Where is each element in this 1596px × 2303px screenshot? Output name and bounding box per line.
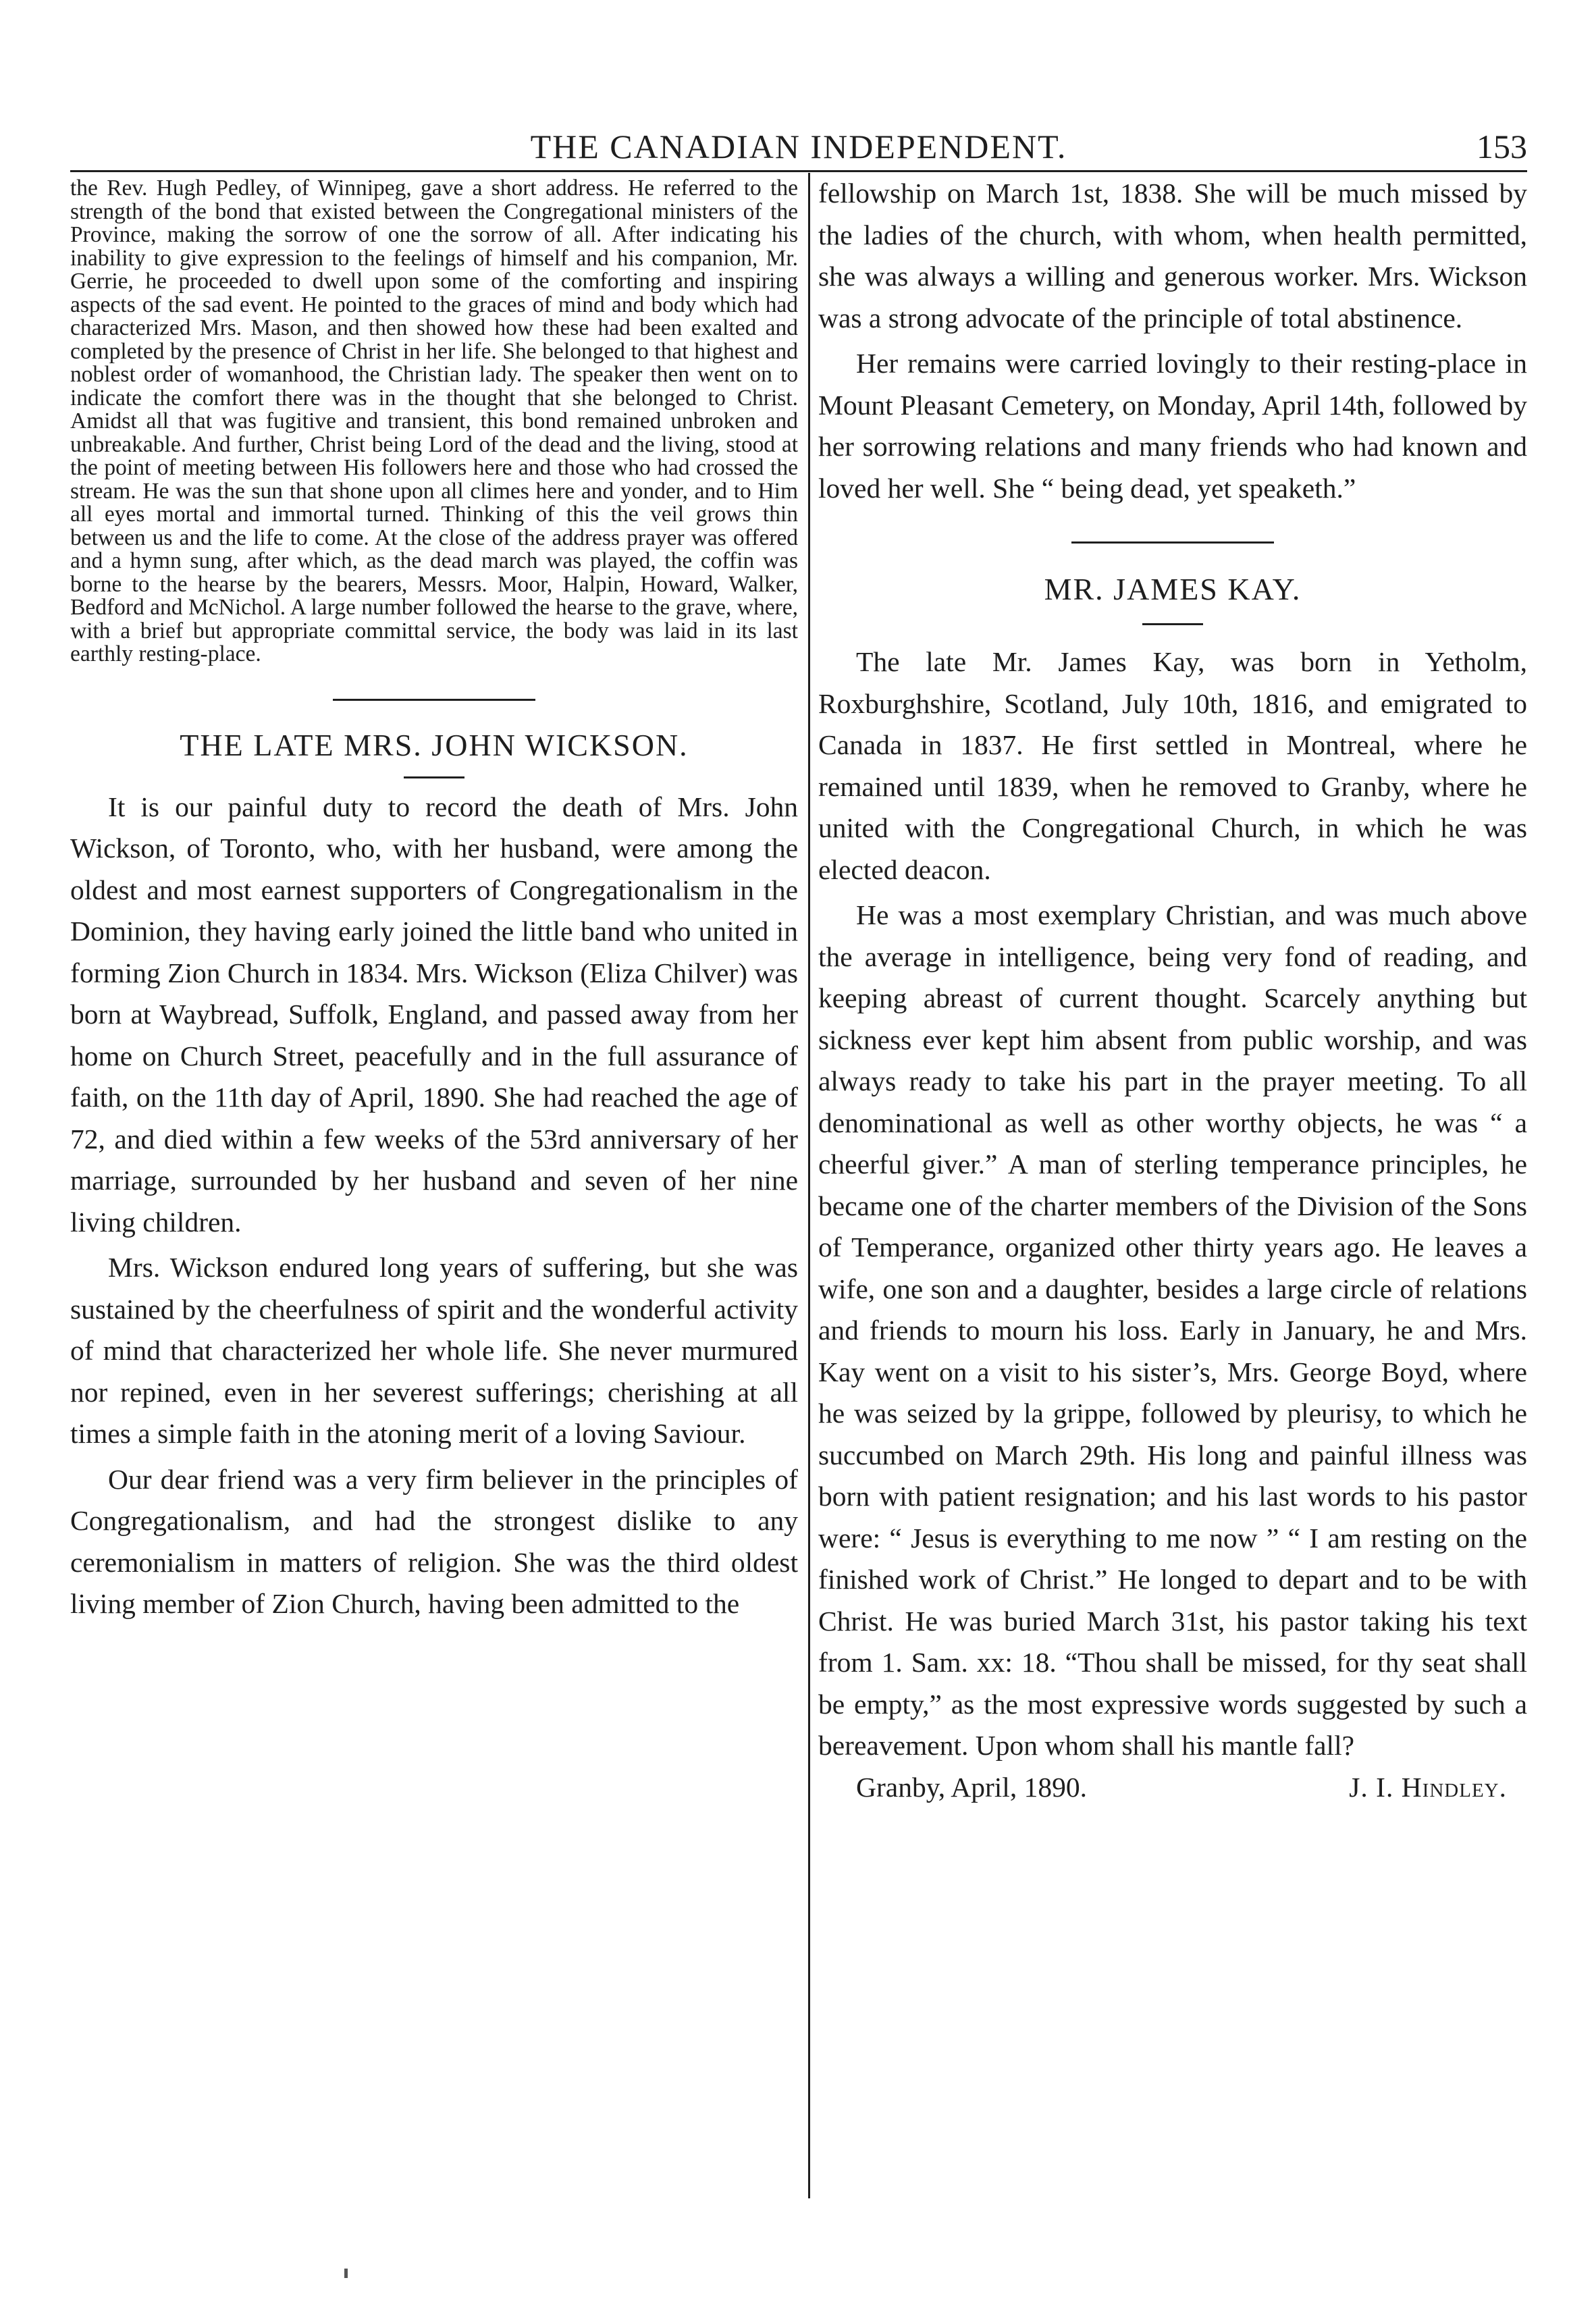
publication-title: THE CANADIAN INDEPENDENT. [530, 128, 1067, 165]
kay-paragraph-2: He was a most exemplary Christian, and was much above the average in intelligence, being very fond of reading, and keeping abreast of current thought. Scarcely anything but sickness ever kept him absent from public worship, and was always ready to take his part in the prayer meeting. To all denominational as well as other worthy objects, he was “ a cheerful giver.” A man of sterling temperance principles, he became one of the charter members of the Division of the Sons of Temperance, organized other thirty years ago. He leaves a wife, one son and a daughter, besides a large circle of relations and friends to mourn his loss. Early in January, he and Mrs. Kay went on a visit to his sister’s, Mrs. George Boyd, where he was seized by la grippe, followed by pleurisy, to which he succumbed on March 29th. His long and painful illness was born with patient resignation; and his last words to his pastor were: “ Jesus is everything to me now ” “ I am resting on the finished work of Christ.” He longed to depart and to be with Christ. He was buried March 31st, his pastor taking his text from 1. Sam. xx: 18. “Thou shall be missed, for thy seat shall be empty,” as the most expressive words suggested by such a bereavement. Upon whom shall his mantle fall? [818, 899, 1527, 1761]
wickson-paragraph-3-continued: fellowship on March 1st, 1838. She will be much missed by the ladies of the church, with whom, when health permitted, she was always a willing and generous worker. Mrs. Wickson was a strong advocate of the principle of total abstinence. [818, 178, 1527, 334]
kay-signoff [818, 1767, 1527, 1809]
signoff-place-date: Granby, April, 1890. [856, 1771, 1087, 1803]
heading-dash [1142, 623, 1203, 625]
header-rule [70, 170, 1527, 172]
wickson-paragraph-1: It is our painful duty to record the death of Mrs. John Wickson, of Toronto, who, with her husband, were among the oldest and most earnest supporters of Congregationalism in the Dominion, they having early joined the little band who united in forming Zion Church in 1834. Mrs. Wickson (Eliza Chilver) was born at Waybread, Suffolk, England, and passed away from her home on Church Street, peacefully and in the full assurance of faith, on the 11th day of April, 1890. She had reached the age of 72, and died within a few weeks of the 53rd anniversary of her marriage, surrounded by her husband and seven of her nine living children. [70, 791, 798, 1238]
wickson-paragraph-2: Mrs. Wickson endured long years of suffering, but she was sustained by the cheerfulness of spirit and the wonderful activity of mind that characterized her whole life. She never murmured nor repined, even in her severest sufferings; cherishing at all times a simple faith in the atoning merit of a loving Saviour. [70, 1252, 798, 1449]
right-column [818, 177, 1527, 1808]
heading-dash [404, 776, 464, 778]
wickson-heading: THE LATE MRS. JOHN WICKSON. [180, 727, 689, 762]
wickson-paragraph-3: Our dear friend was a very firm believer in the principles of Congregationalism, and had the strongest dislike to any ceremonialism in matters of religion. She was the third oldest living member of Zion Church, having been admitted to the [70, 1463, 798, 1619]
funeral-paragraph: the Rev. Hugh Pedley, of Winnipeg, gave a short address. He referred to the strength of the bond that existed between the Congregational ministers of the Province, making the sorrow of one the sorrow of all. After indicating his inability to give expression to the feelings of himself and his companion, Mr. Gerrie, he proceeded to dwell upon some of the comforting and inspiring aspects of the sad event. He pointed to the graces of mind and body which had characterized Mrs. Mason, and then showed how these had been exalted and completed by the presence of Christ in her life. She belonged to that highest and noblest order of womanhood, the Christian lady. The speaker then went on to indicate the comfort there was in the thought that she belonged to Christ. Amidst all that was fugitive and transient, this bond remained unbroken and unbreakable. And further, Christ being Lord of the dead and the living, stood at the point of meeting between His followers here and those who had crossed the stream. He was the sun that shone upon all climes here and yonder, and to Him all eyes mortal and immortal turned. Thinking of this the veil grows thin between us and the life to come. At the close of the address prayer was offered and a hymn sung, after which, as the dead march was played, the coffin was borne to the hearse by the bearers, Messrs. Moor, Halpin, Howard, Walker, Bedford and McNichol. A large number followed the hearse to the grave, where, with a brief but appropriate committal service, the body was laid in its last earthly resting-place. [70, 176, 798, 666]
section-divider [1071, 541, 1274, 544]
column-divider [808, 173, 810, 2198]
left-column [70, 177, 798, 1625]
section-divider [333, 699, 535, 701]
page-header [70, 126, 1527, 167]
signoff-author: J. I. Hindley. [1349, 1771, 1507, 1803]
kay-paragraph-1: The late Mr. James Kay, was born in Yetholm, Roxburghshire, Scotland, July 10th, 1816, and emigrated to Canada in 1837. He first settled in Montreal, where he remained until 1839, when he removed to Granby, where he united with the Congregational Church, in which he was elected deacon. [818, 646, 1527, 885]
print-speck [344, 2269, 348, 2278]
page-number: 153 [1477, 128, 1527, 165]
wickson-paragraph-4: Her remains were carried lovingly to their resting-place in Mount Pleasant Cemetery, on Monday, April 14th, followed by her sorrowing relations and many friends who had known and loved her well. She “ being dead, yet speaketh.” [818, 348, 1527, 504]
funeral-report [70, 177, 798, 666]
kay-heading: MR. JAMES KAY. [1044, 572, 1302, 606]
wickson-article [70, 787, 798, 1625]
wickson-article-continued [818, 173, 1527, 509]
kay-article [818, 641, 1527, 1767]
